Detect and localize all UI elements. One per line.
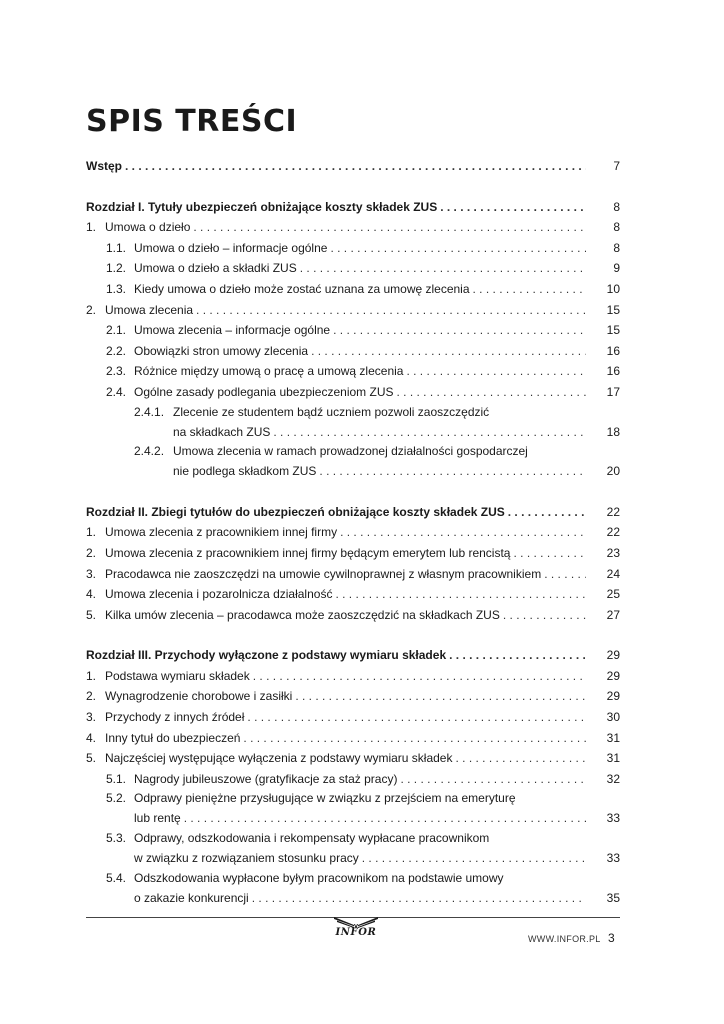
- toc-entry-number: 2.3.: [106, 364, 127, 379]
- toc-entry-title: Obowiązki stron umowy zlecenia: [134, 343, 309, 358]
- toc-entry[interactable]: [86, 728, 620, 749]
- toc-entry[interactable]: [86, 320, 620, 341]
- toc-page-number: 32: [606, 771, 620, 786]
- toc-entry-number: 4.: [86, 587, 97, 602]
- toc-page-number: 30: [606, 710, 620, 725]
- section-gap: [86, 177, 620, 197]
- toc-entry-title: Umowa zlecenia z pracownikiem innej firmy będącym emerytem lub rencistą: [105, 545, 511, 560]
- toc-entry[interactable]: [86, 686, 620, 707]
- dot-leader: [455, 748, 586, 769]
- toc-entry[interactable]: [86, 748, 620, 769]
- toc-entry-number: 2.4.: [106, 384, 127, 399]
- toc-entry[interactable]: [86, 258, 620, 279]
- toc-page-number: 7: [613, 159, 620, 173]
- toc-chapter-entry[interactable]: [86, 645, 620, 666]
- toc-page-number: 29: [606, 689, 620, 704]
- toc-entry-number: 2.1.: [106, 323, 127, 338]
- toc-page-number: 10: [606, 281, 620, 296]
- toc-entry-number: 2.4.2.: [134, 444, 165, 459]
- toc-entry[interactable]: [86, 769, 620, 790]
- toc-page-number: 24: [606, 566, 620, 581]
- toc-entry-number: 1.2.: [106, 261, 127, 276]
- toc-entry-title: Rozdział III. Przychody wyłączone z podstawy wymiaru składek: [86, 648, 447, 663]
- toc-entry-title-line1: Zlecenie ze studentem bądź uczniem pozwoli zaoszczędzić: [173, 404, 490, 419]
- dot-leader: [243, 728, 586, 749]
- toc-entry-title: Umowa zlecenia i pozarolnicza działalność: [105, 587, 333, 602]
- table-of-contents: [86, 156, 620, 908]
- toc-entry-title: Umowa o dzieło: [105, 220, 191, 235]
- toc-entry[interactable]: [86, 279, 620, 300]
- dot-leader: [449, 645, 586, 666]
- toc-entry-title: nie podlega składkom ZUS: [173, 464, 317, 479]
- dot-leader: [503, 605, 586, 626]
- dot-leader: [247, 707, 586, 728]
- toc-entry[interactable]: [86, 361, 620, 382]
- toc-entry[interactable]: [86, 605, 620, 626]
- toc-page-number: 15: [606, 302, 620, 317]
- toc-entry[interactable]: [86, 584, 620, 605]
- dot-leader: [335, 584, 586, 605]
- toc-page-number: 15: [606, 323, 620, 338]
- toc-entry-number: 2.4.1.: [134, 404, 165, 419]
- footer-site[interactable]: WWW.INFOR.PL: [528, 934, 601, 944]
- toc-page-number: 31: [606, 751, 620, 766]
- toc-entry-number: 3.: [86, 710, 97, 725]
- dot-leader: [508, 502, 586, 523]
- toc-entry-number: 5.1.: [106, 771, 127, 786]
- toc-entry-title-line1: Odprawy pieniężne przysługujące w związku z przejściem na emeryturę: [134, 791, 516, 806]
- toc-entry-number: 1.: [86, 668, 97, 683]
- dot-leader: [473, 279, 586, 300]
- toc-page-number: 22: [606, 504, 620, 519]
- toc-entry-number: 2.2.: [106, 343, 127, 358]
- page-title: SPIS TREŚCI: [86, 104, 298, 139]
- dot-leader: [397, 382, 587, 403]
- toc-entry[interactable]: [86, 238, 620, 259]
- footer-page-number: 3: [608, 931, 615, 945]
- toc-entry[interactable]: [86, 543, 620, 564]
- dot-leader: [406, 361, 586, 382]
- dot-leader: [440, 197, 586, 218]
- toc-chapter-entry[interactable]: [86, 156, 620, 177]
- logo-wordmark: INFOR: [335, 927, 377, 938]
- dot-leader: [333, 320, 586, 341]
- toc-page-number: 29: [606, 668, 620, 683]
- toc-chapter-entry[interactable]: [86, 502, 620, 523]
- toc-entry-title: Wstęp: [86, 159, 122, 173]
- dot-leader: [340, 522, 586, 543]
- toc-entry-title: Umowa zlecenia – informacje ogólne: [134, 323, 331, 338]
- toc-chapter-entry[interactable]: [86, 197, 620, 218]
- dot-leader: [544, 564, 586, 585]
- toc-page-number: 31: [606, 730, 620, 745]
- toc-entry-title: Różnice między umową o pracę a umową zlecenia: [134, 364, 404, 379]
- toc-entry-title: Wynagrodzenie chorobowe i zasiłki: [105, 689, 293, 704]
- toc-page-number: 29: [606, 648, 620, 663]
- dot-leader: [362, 848, 586, 869]
- dot-leader: [184, 808, 586, 829]
- toc-page-number: 33: [606, 811, 620, 826]
- toc-page-number: 8: [613, 199, 620, 214]
- toc-entry-number: 1.: [86, 525, 97, 540]
- dot-leader: [311, 341, 586, 362]
- dot-leader: [300, 258, 586, 279]
- toc-entry[interactable]: [86, 522, 620, 543]
- dot-leader: [273, 422, 586, 443]
- toc-entry[interactable]: [86, 789, 620, 829]
- toc-entry-title: lub rentę: [134, 811, 181, 826]
- dot-leader: [319, 461, 586, 482]
- toc-entry-number: 5.: [86, 607, 97, 622]
- toc-entry-title: Podstawa wymiaru składek: [105, 668, 250, 683]
- toc-entry[interactable]: [86, 707, 620, 728]
- dot-leader: [193, 217, 586, 238]
- toc-page-number: 8: [613, 240, 620, 255]
- toc-entry-title: Umowa zlecenia: [105, 302, 194, 317]
- toc-entry[interactable]: [86, 300, 620, 321]
- dot-leader: [513, 543, 586, 564]
- toc-entry-number: 1.3.: [106, 281, 127, 296]
- toc-entry-number: 4.: [86, 730, 97, 745]
- toc-entry-number: 1.: [86, 220, 97, 235]
- dot-leader: [295, 686, 586, 707]
- toc-entry-title: Rozdział I. Tytuły ubezpieczeń obniżające koszty składek ZUS: [86, 199, 438, 214]
- toc-entry-number: 5.3.: [106, 831, 127, 846]
- toc-entry-number: 3.: [86, 566, 97, 581]
- toc-page-number: 35: [606, 890, 620, 905]
- toc-entry-number: 5.2.: [106, 791, 127, 806]
- dot-leader: [330, 238, 586, 259]
- toc-entry-title-line1: Odprawy, odszkodowania i rekompensaty wypłacane pracownikom: [134, 831, 490, 846]
- toc-page-number: 27: [606, 607, 620, 622]
- toc-entry-title: Nagrody jubileuszowe (gratyfikacje za staż pracy): [134, 771, 398, 786]
- toc-page-number: 25: [606, 587, 620, 602]
- dot-leader: [125, 156, 586, 177]
- toc-entry-title: Najczęściej występujące wyłączenia z podstawy wymiaru składek: [105, 751, 453, 766]
- toc-entry[interactable]: [86, 829, 620, 869]
- toc-page-number: 9: [613, 261, 620, 276]
- toc-page-number: 33: [606, 851, 620, 866]
- toc-entry-title: Umowa zlecenia z pracownikiem innej firmy: [105, 525, 338, 540]
- toc-entry-title: Kiedy umowa o dzieło może zostać uznana za umowę zlecenia: [134, 281, 470, 296]
- toc-entry[interactable]: [86, 217, 620, 238]
- toc-entry-title: Umowa o dzieło a składki ZUS: [134, 261, 297, 276]
- toc-entry-title: Inny tytuł do ubezpieczeń: [105, 730, 241, 745]
- toc-entry-number: 2.: [86, 302, 97, 317]
- toc-entry-number: 2.: [86, 545, 97, 560]
- toc-entry-title: Przychody z innych źródeł: [105, 710, 245, 725]
- toc-entry-title: Umowa o dzieło – informacje ogólne: [134, 240, 328, 255]
- toc-entry[interactable]: [86, 341, 620, 362]
- toc-page-number: 23: [606, 545, 620, 560]
- toc-entry[interactable]: [86, 666, 620, 687]
- toc-entry-title: Rozdział II. Zbiegi tytułów do ubezpieczeń obniżające koszty składek ZUS: [86, 504, 505, 519]
- toc-entry[interactable]: [86, 442, 620, 482]
- dot-leader: [196, 300, 586, 321]
- toc-entry-title-line1: Odszkodowania wypłacone byłym pracownikom na podstawie umowy: [134, 870, 504, 885]
- toc-entry-title: Ogólne zasady podlegania ubezpieczeniom ZUS: [134, 384, 394, 399]
- toc-entry[interactable]: [86, 382, 620, 403]
- toc-entry-title-line1: Umowa zlecenia w ramach prowadzonej działalności gospodarczej: [173, 444, 528, 459]
- dot-leader: [252, 888, 586, 909]
- toc-entry[interactable]: [86, 564, 620, 585]
- dot-leader: [400, 769, 586, 790]
- toc-entry-title: w związku z rozwiązaniem stosunku pracy: [134, 851, 359, 866]
- toc-entry[interactable]: [86, 403, 620, 443]
- toc-entry-number: 1.1.: [106, 240, 127, 255]
- toc-page-number: 18: [606, 424, 620, 439]
- toc-page-number: 16: [606, 364, 620, 379]
- toc-entry-number: 5.4.: [106, 870, 127, 885]
- dot-leader: [253, 666, 586, 687]
- toc-page-number: 16: [606, 343, 620, 358]
- toc-page-number: 17: [606, 384, 620, 399]
- toc-entry-title: na składkach ZUS: [173, 424, 271, 439]
- toc-page-number: 22: [606, 525, 620, 540]
- toc-entry-title: Kilka umów zlecenia – pracodawca może zaoszczędzić na składkach ZUS: [105, 607, 500, 622]
- section-gap: [86, 625, 620, 645]
- toc-page-number: 8: [613, 220, 620, 235]
- toc-entry[interactable]: [86, 869, 620, 909]
- section-gap: [86, 482, 620, 502]
- toc-entry-title: Pracodawca nie zaoszczędzi na umowie cywilnoprawnej z własnym pracownikiem: [105, 566, 542, 581]
- toc-entry-number: 2.: [86, 689, 97, 704]
- toc-entry-title: o zakazie konkurencji: [134, 890, 249, 905]
- toc-page-number: 20: [606, 464, 620, 479]
- toc-entry-number: 5.: [86, 751, 97, 766]
